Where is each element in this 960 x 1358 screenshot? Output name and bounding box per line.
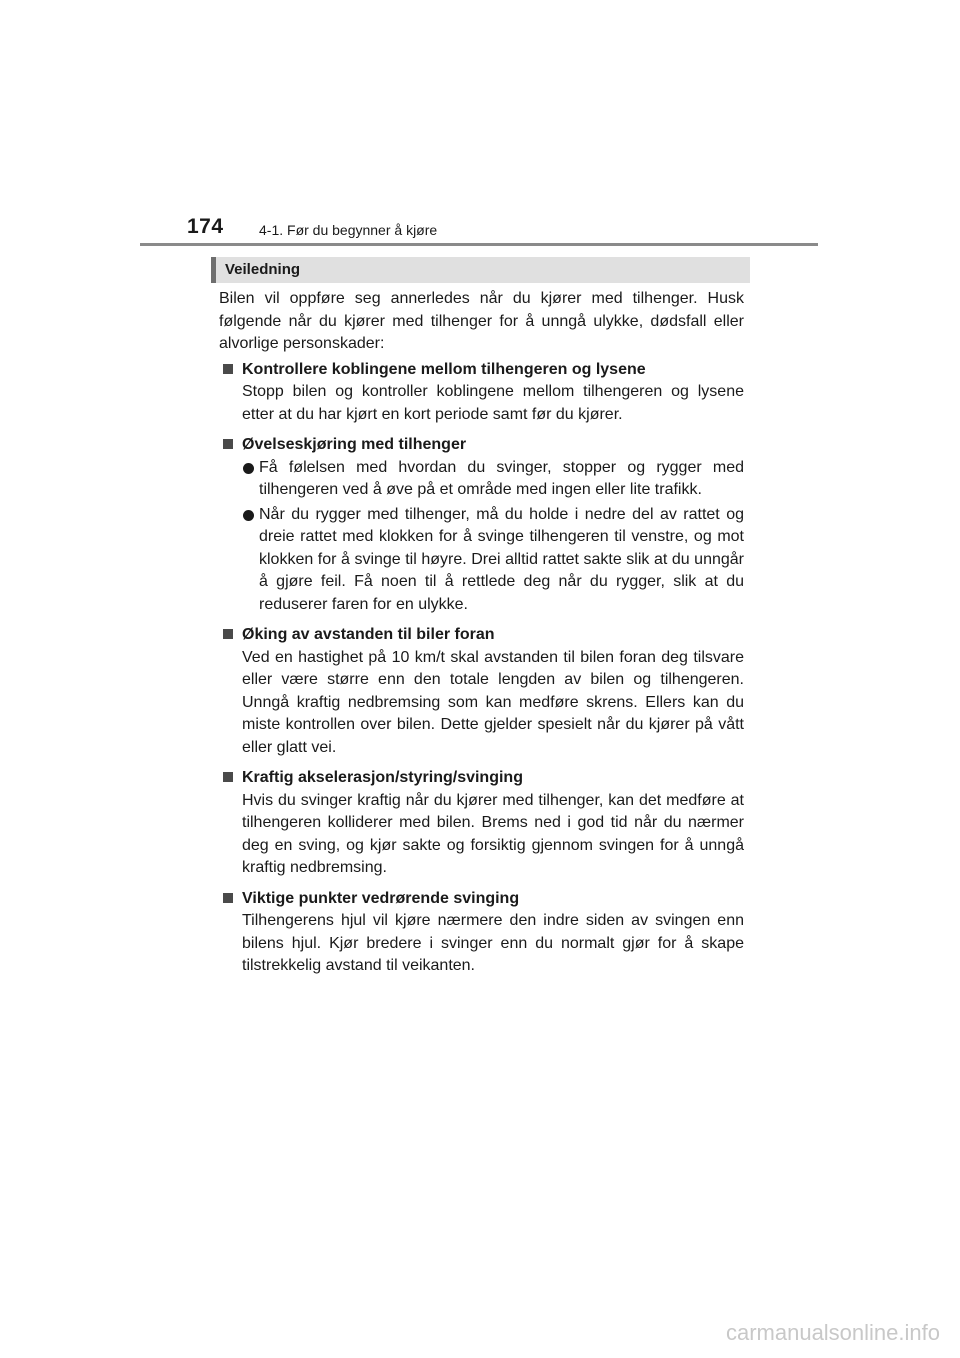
- square-bullet-icon: [223, 772, 233, 782]
- square-bullet-icon: [223, 364, 233, 374]
- section-text: Stopp bilen og kontroller koblingene mellom tilhengeren og lysene etter at du har kjørt en kort periode samt før du kjører.: [242, 383, 744, 423]
- section-header: 4-1. Før du begynner å kjøre: [259, 222, 438, 238]
- bullet-text: Få følelsen med hvordan du svinger, stopper og rygger med tilhengeren ved å øve på et område med ingen eller lite trafikk.: [259, 458, 744, 498]
- caution-intro: Bilen vil oppføre seg annerledes når du kjører med tilhenger. Husk følgende når du kjører med tilhenger for å unngå ulykke, dødsfall eller alvorlige personskader:: [219, 290, 744, 352]
- section-heading-text: Viktige punkter vedrørende svinging: [242, 889, 520, 907]
- caution-title-box: [211, 257, 750, 283]
- section-heading: [219, 359, 744, 382]
- bullet-text: Når du rygger med tilhenger, må du holde i nedre del av rattet og dreie rattet med klokken for å svinge tilhengeren til venstre, og mot klokken for å svinge til høyre. Drei alltid rattet sakte slik at du unngår å gjøre feil. Få noen til å rettlede deg når du rygger, slik at du reduserer faren for en ulykke.: [259, 505, 744, 613]
- header-rule: [140, 243, 818, 246]
- square-bullet-icon: [223, 439, 233, 449]
- watermark: carmanualsonline.info: [725, 1320, 940, 1345]
- circle-bullet-icon: [243, 510, 254, 521]
- section-heading-text: Kraftig akselerasjon/styring/svinging: [242, 769, 523, 786]
- caution-title-bar: [211, 257, 216, 283]
- circle-bullet-icon: [243, 463, 254, 474]
- section-heading-text: Øking av avstanden til biler foran: [242, 626, 495, 643]
- caution-content: [219, 288, 744, 986]
- section-heading: [219, 888, 744, 911]
- section-heading: [219, 434, 744, 457]
- section-text: Ved en hastighet på 10 km/t skal avstanden til bilen foran deg tilsvare eller være større enn den totale lengden av bilen og tilhengeren. Unngå kraftig nedbremsing som kan medføre skrens. Ellers kan du miste kontrollen over bilen. Dette gjelder spesielt når du kjører på vått eller glatt vei.: [242, 648, 744, 756]
- bullet-item: [219, 457, 744, 502]
- section-text: Hvis du svinger kraftig når du kjører med tilhenger, kan det medføre at tilhengeren kolliderer med bilen. Brems ned i god tid når du nærmer deg en sving, og kjør sakte og forsiktig gjennom svingen for å unngå kraftig nedbremsing.: [242, 791, 744, 876]
- section-heading: [219, 624, 744, 647]
- square-bullet-icon: [223, 893, 233, 903]
- caution-title: Veiledning: [225, 261, 301, 278]
- square-bullet-icon: [223, 629, 233, 639]
- page-number: 174: [187, 215, 224, 238]
- section-heading-text: Kontrollere koblingene mellom tilhengeren og lysene: [242, 360, 646, 378]
- section-heading-text: Øvelseskjøring med tilhenger: [242, 436, 467, 453]
- section-text: Tilhengerens hjul vil kjøre nærmere den indre siden av svingen enn bilens hjul. Kjør bredere i svinger enn du normalt gjør for å skape tilstrekkelig avstand til veikanten.: [242, 912, 744, 974]
- section-heading: [219, 767, 744, 790]
- bullet-item: [219, 504, 744, 617]
